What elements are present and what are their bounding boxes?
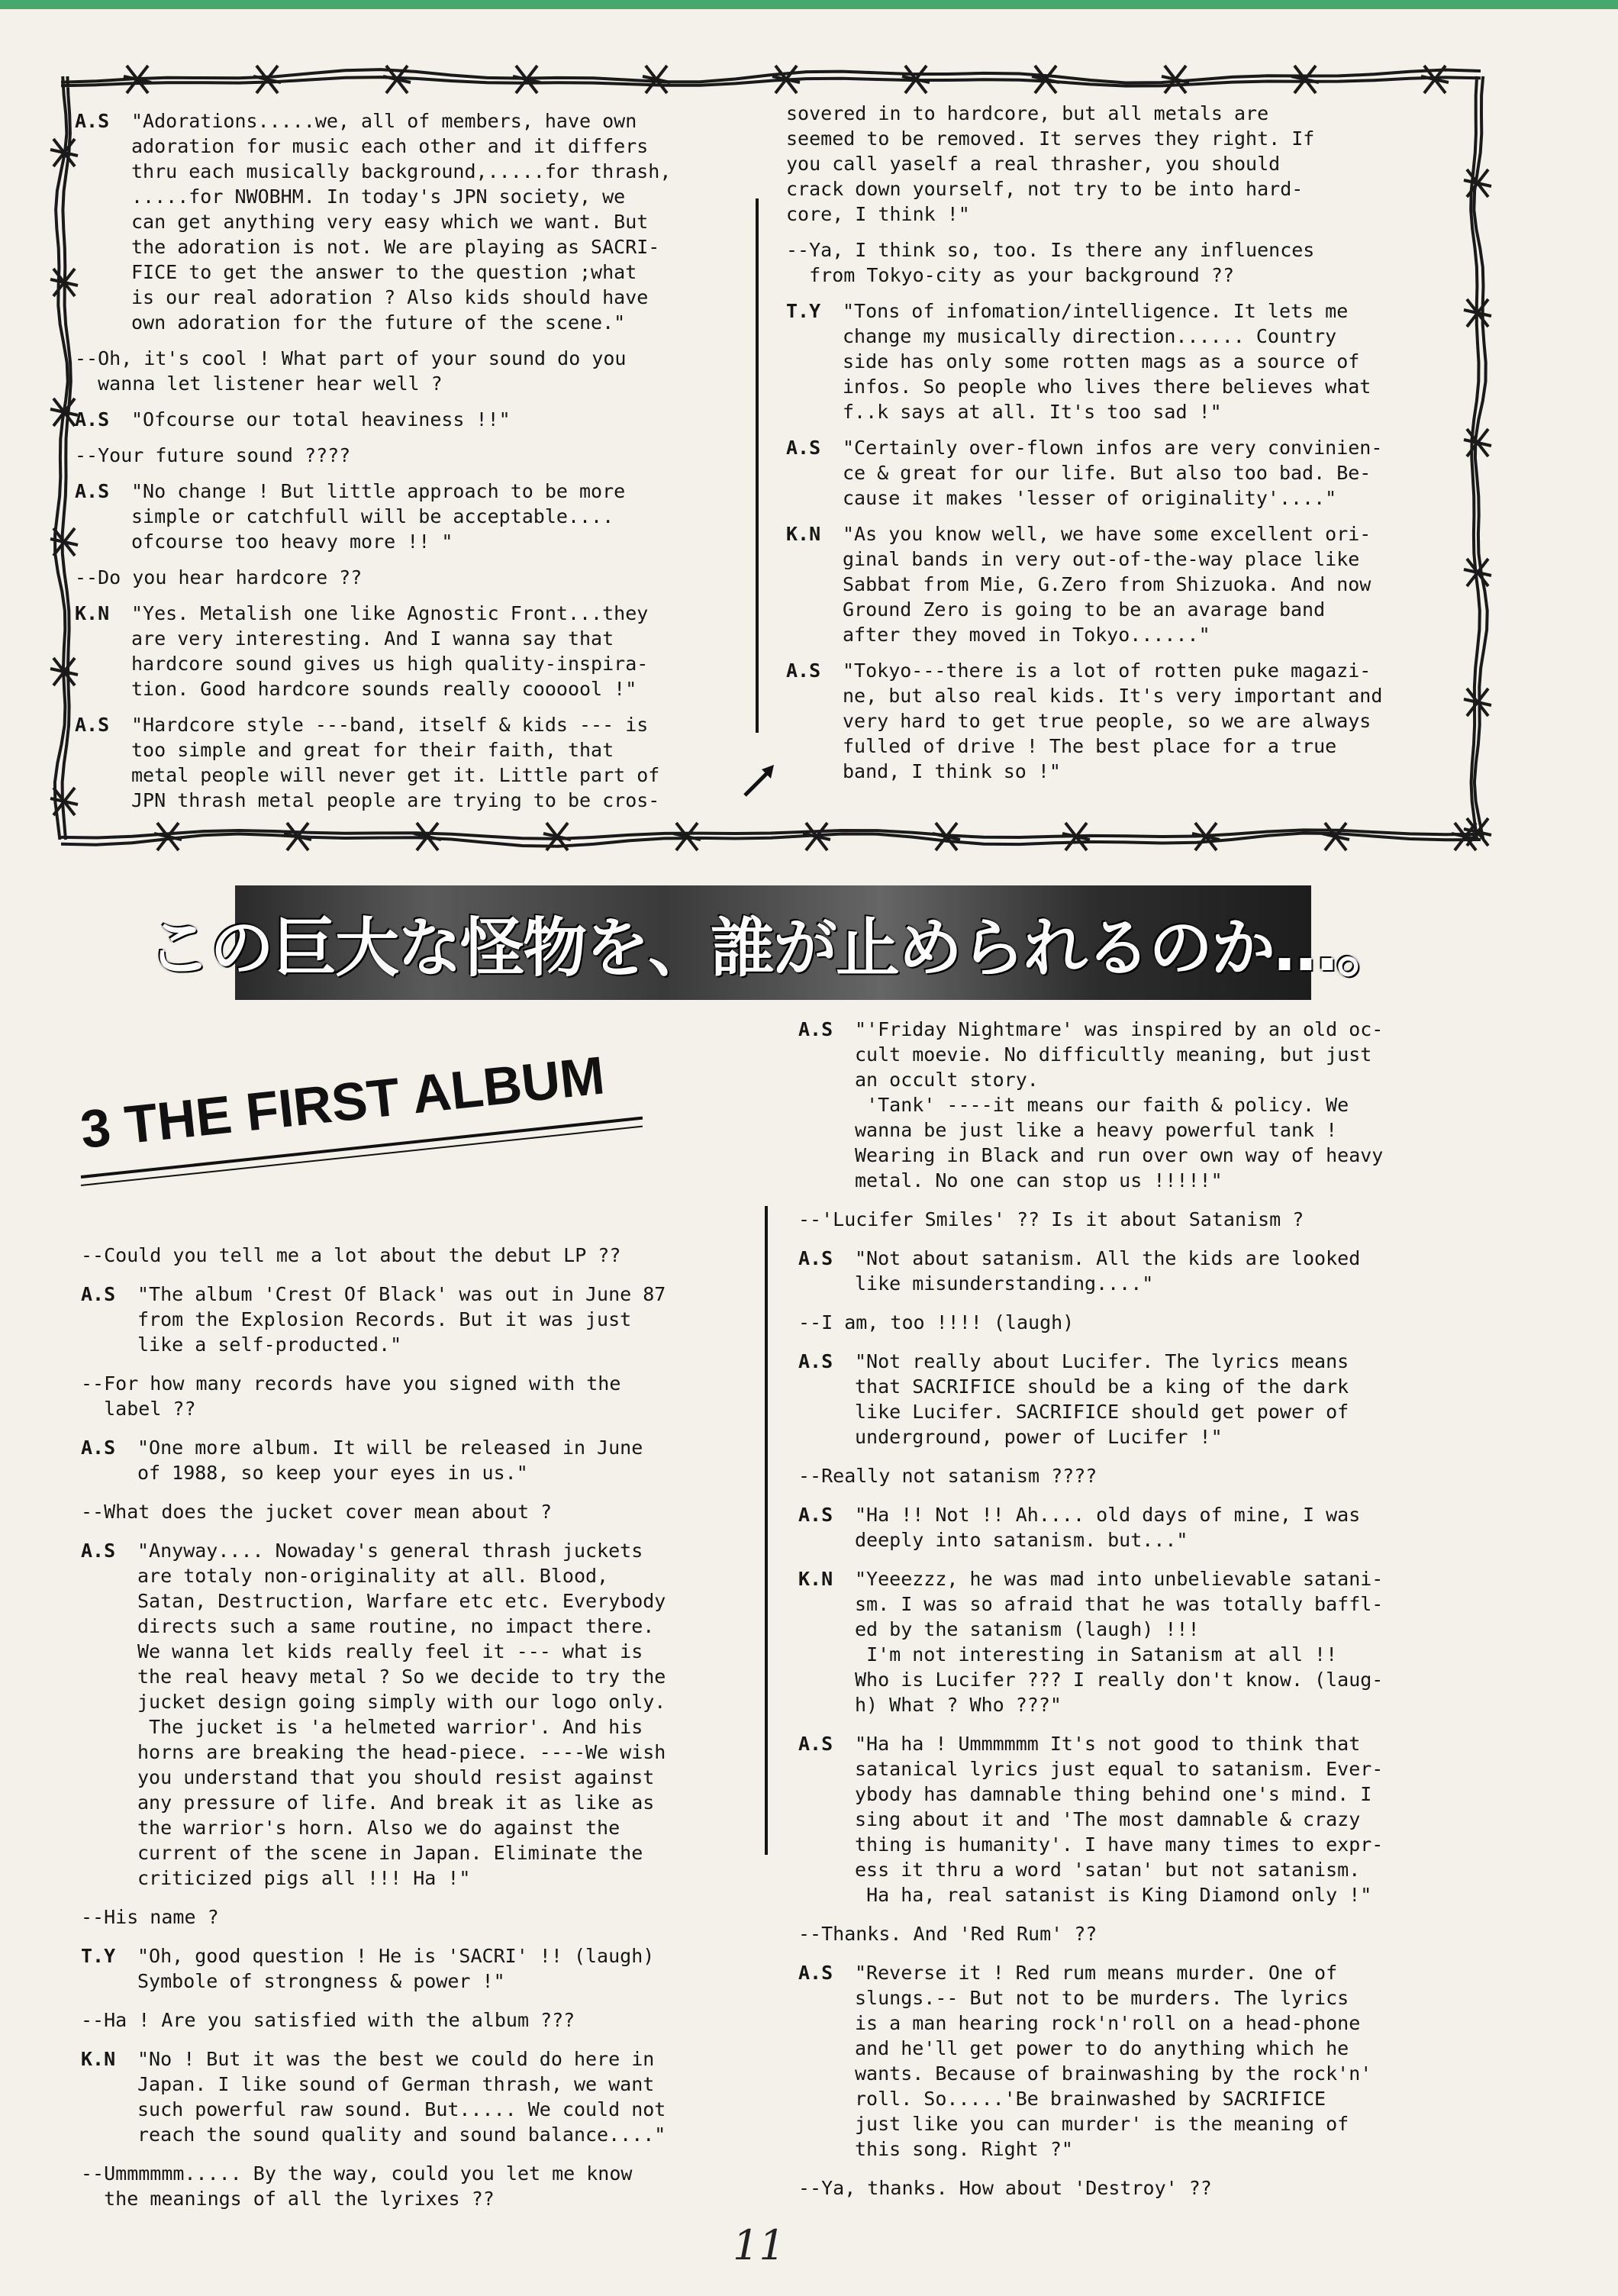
question-entry [81, 1499, 768, 1524]
answer-text: "'Friday Nightmare' was inspired by an old oc- cult moevie. No difficultly meaning, but just an occult story. 'Tank' ----it means our faith & policy. We wanna be just like a heavy powerful tank ! Wearing in Black and run over own way of heavy metal. No one can stop us !!!!!" [855, 1018, 1384, 1192]
answer-text: "Anyway.... Nowaday's general thrash juckets are totaly non-originality at all. Blood, Satan, Destruction, Warfare etc etc. Everybody directs such a same routine, no impact there. We wanna let kids really feel it --- what is the real heavy metal ? So we decide to try the jucket design going simply with our logo only. The jucket is 'a helmeted warrior'. And his horns are breaking the head-piece. ----We wish you understand that you should resist against any pressure of life. And break it as like as the warrior's horn. Also we do against the current of the scene in Japan. Eliminate the criticized pigs all !!! Ha !" [137, 1540, 666, 1889]
speaker-entry [81, 1943, 768, 1994]
speaker-label: K.N [798, 1568, 833, 1590]
speaker-entry [798, 1502, 1485, 1553]
answer-text: "Tokyo---there is a lot of rotten puke magazi- ne, but also real kids. It's very important and very hard to get true people, so we are always fulled of drive ! The best place for a true band, I think so !" [843, 659, 1383, 782]
speaker-entry [786, 298, 1473, 424]
question-text: --'Lucifer Smiles' ?? Is it about Satanism ? [798, 1208, 1304, 1230]
speaker-label: A.S [798, 1962, 833, 1984]
speaker-entry [786, 521, 1473, 647]
answer-text: "No change ! But little approach to be more simple or catchfull will be acceptable.... ofcourse too heavy more !! " [131, 480, 626, 553]
speaker-label: A.S [81, 1540, 116, 1562]
answer-text: "Not about satanism. All the kids are looked like misunderstanding...." [855, 1247, 1361, 1295]
question-text: sovered in to hardcore, but all metals are seemed to be removed. It serves they right. If you call yaself a real thrasher, you should crack down yourself, not try to be into hard- core, I think !" [786, 102, 1315, 225]
speaker-entry [786, 435, 1473, 511]
answer-text: "Ha ha ! Ummmmmm It's not good to think that satanical lyrics just equal to satanism. Ever- ybody has damnable thing behind one's mind. I sing about it and 'The most damnable & crazy thing is humanity'. I have many times to expr- ess it thru a word 'satan' but not satanism. Ha ha, real satanist is King Diamond only !" [855, 1733, 1384, 1906]
question-entry [75, 565, 762, 590]
speaker-label: A.S [798, 1733, 833, 1755]
answer-text: "Hardcore style ---band, itself & kids --- is too simple and great for their faith, that metal people will never get it. Little part of JPN thrash metal people are trying to be cros- [131, 714, 660, 811]
answer-text: "Adorations.....we, all of members, have own adoration for music each other and it differs thru each musically background,.....for thrash, .....for NWOBHM. In today's JPN society, we can get anything very easy which we want. But the adoration is not. We are playing as SACRI- FICE to get the answer to the question ;what is our real adoration ? Also kids should have own adoration for the future of the scene." [131, 110, 672, 334]
question-entry [81, 1371, 768, 1421]
interview-box-right-column [786, 101, 1473, 795]
speaker-entry [81, 1435, 768, 1485]
question-text: --Could you tell me a lot about the debut LP ?? [81, 1244, 621, 1266]
speaker-label: T.Y [786, 300, 821, 322]
album-divider [765, 1206, 768, 1855]
answer-text: "Ofcourse our total heaviness !!" [131, 408, 511, 430]
album-right-column [798, 1017, 1485, 2214]
speaker-entry [81, 2046, 768, 2147]
speaker-label: A.S [81, 1437, 116, 1459]
question-entry [786, 101, 1473, 227]
interview-box-divider [756, 198, 759, 733]
speaker-label: A.S [798, 1018, 833, 1040]
question-text: --I am, too !!!! (laugh) [798, 1311, 1075, 1333]
speaker-entry [75, 479, 762, 554]
answer-text: "Certainly over-flown infos are very convinien- ce & great for our life. But also too bad. Be- cause it makes 'lesser of originality'...." [843, 437, 1383, 509]
answer-text: "Yes. Metalish one like Agnostic Front...they are very interesting. And I wanna say that hardcore sound gives us high quality-inspira- tion. Good hardcore sounds really coooool !" [131, 602, 649, 700]
answer-text: "One more album. It will be released in June of 1988, so keep your eyes in us." [137, 1437, 643, 1484]
speaker-label: A.S [75, 714, 110, 736]
question-text: --Ha ! Are you satisfied with the album ??? [81, 2009, 575, 2031]
question-text: --Oh, it's cool ! What part of your sound do you wanna let listener hear well ? [75, 347, 627, 395]
album-left-column [81, 1243, 768, 2225]
speaker-label: A.S [75, 110, 110, 132]
question-text: --For how many records have you signed with the label ?? [81, 1372, 621, 1420]
question-text: --Ya, I think so, too. Is there any influences from Tokyo-city as your background ?? [786, 239, 1315, 286]
page-number: 11 [733, 2221, 785, 2269]
answer-text: "Yeeezzz, he was mad into unbelievable satani- sm. I was so afraid that he was totally baffl- ed by the satanism (laugh) !!! I'm not interesting in Satanism at all !! Who is Lucifer ??? I really don't know. (laug- h) What ? Who ???" [855, 1568, 1384, 1716]
section-number: 3 [77, 1097, 114, 1160]
question-entry [81, 1243, 768, 1268]
continue-arrow-icon [740, 762, 778, 800]
question-text: --Your future sound ???? [75, 444, 351, 466]
speaker-label: A.S [75, 408, 110, 430]
speaker-entry [75, 601, 762, 701]
speaker-label: A.S [786, 437, 821, 459]
question-text: --Really not satanism ???? [798, 1465, 1097, 1487]
question-entry [798, 1207, 1485, 1232]
answer-text: "Not really about Lucifer. The lyrics means that SACRIFICE should be a king of the dark like Lucifer. SACRIFICE should get power of underground, power of Lucifer !" [855, 1350, 1349, 1448]
answer-text: "No ! But it was the best we could do here in Japan. I like sound of German thrash, we want such powerful raw sound. But..... We could not reach the sound quality and sound balance...." [137, 2048, 666, 2146]
japanese-headline-banner [147, 885, 1400, 1000]
speaker-entry [75, 108, 762, 335]
answer-text: "Oh, good question ! He is 'SACRI' !! (laugh) Symbole of strongness & power !" [137, 1945, 655, 1992]
speaker-label: A.S [81, 1283, 116, 1305]
section-title-text: THE FIRST ALBUM [121, 1045, 608, 1155]
section-heading [73, 1045, 653, 1198]
speaker-entry [798, 1960, 1485, 2162]
question-entry [798, 1310, 1485, 1335]
question-text: --Thanks. And 'Red Rum' ?? [798, 1923, 1097, 1945]
speaker-label: A.S [798, 1247, 833, 1269]
speaker-entry [75, 407, 762, 432]
speaker-entry [798, 1349, 1485, 1450]
question-entry [81, 2007, 768, 2033]
answer-text: "Tons of infomation/intelligence. It lets me change my musically direction...... Country side has only some rotten mags as a source of infos. So people who lives there believes what f..k says at all. It's too sad !" [843, 300, 1371, 423]
speaker-entry [786, 658, 1473, 784]
question-entry [81, 1904, 768, 1930]
barb [253, 66, 281, 93]
speaker-entry [75, 712, 762, 813]
answer-text: "As you know well, we have some excellent ori- ginal bands in very out-of-the-way place like Sabbat from Mie, G.Zero from Shizuoka. And now Ground Zero is going to be an avarage band after they moved in Tokyo......" [843, 523, 1371, 646]
question-entry [798, 1921, 1485, 1946]
banner-text: この巨大な怪物を、誰が止められるのか…。 [147, 910, 1400, 985]
speaker-entry [798, 1566, 1485, 1717]
question-entry [75, 346, 762, 396]
question-text: --His name ? [81, 1906, 219, 1928]
answer-text: "Reverse it ! Red rum means murder. One of slungs.-- But not to be murders. The lyrics is a man hearing rock'n'roll on a head-phone and he'll get power to do anything which he wants. Because of brainwashing by the rock'n' roll. So.....'Be brainwashed by SACRIFICE just like you can murder' is the meaning of this song. Right ?" [855, 1962, 1372, 2160]
speaker-label: A.S [786, 659, 821, 682]
speaker-label: A.S [798, 1350, 833, 1372]
question-text: --What does the jucket cover mean about ? [81, 1501, 553, 1523]
answer-text: "The album 'Crest Of Black' was out in June 87 from the Explosion Records. But it was just like a self-producted." [137, 1283, 666, 1356]
speaker-label: A.S [75, 480, 110, 502]
barb [1291, 66, 1319, 93]
question-text: --Ya, thanks. How about 'Destroy' ?? [798, 2177, 1212, 2199]
speaker-entry [798, 1731, 1485, 1907]
speaker-label: K.N [786, 523, 821, 545]
speaker-label: K.N [81, 2048, 116, 2070]
answer-text: "Ha !! Not !! Ah.... old days of mine, I was deeply into satanism. but..." [855, 1504, 1361, 1551]
speaker-entry [798, 1246, 1485, 1296]
section-title [78, 1044, 608, 1160]
barb [1322, 823, 1349, 850]
speaker-entry [81, 1538, 768, 1891]
speaker-entry [81, 1282, 768, 1357]
question-text: --Do you hear hardcore ?? [75, 566, 363, 589]
speaker-entry [798, 1017, 1485, 1193]
question-entry [786, 237, 1473, 288]
speaker-label: A.S [798, 1504, 833, 1526]
question-text: --Ummmmmm..... By the way, could you let me know the meanings of all the lyrixes ?? [81, 2162, 633, 2210]
question-entry [798, 2175, 1485, 2201]
speaker-label: K.N [75, 602, 110, 624]
question-entry [81, 2161, 768, 2211]
interview-box-left-column [75, 108, 762, 824]
question-entry [798, 1463, 1485, 1488]
speaker-label: T.Y [81, 1945, 116, 1967]
question-entry [75, 443, 762, 468]
